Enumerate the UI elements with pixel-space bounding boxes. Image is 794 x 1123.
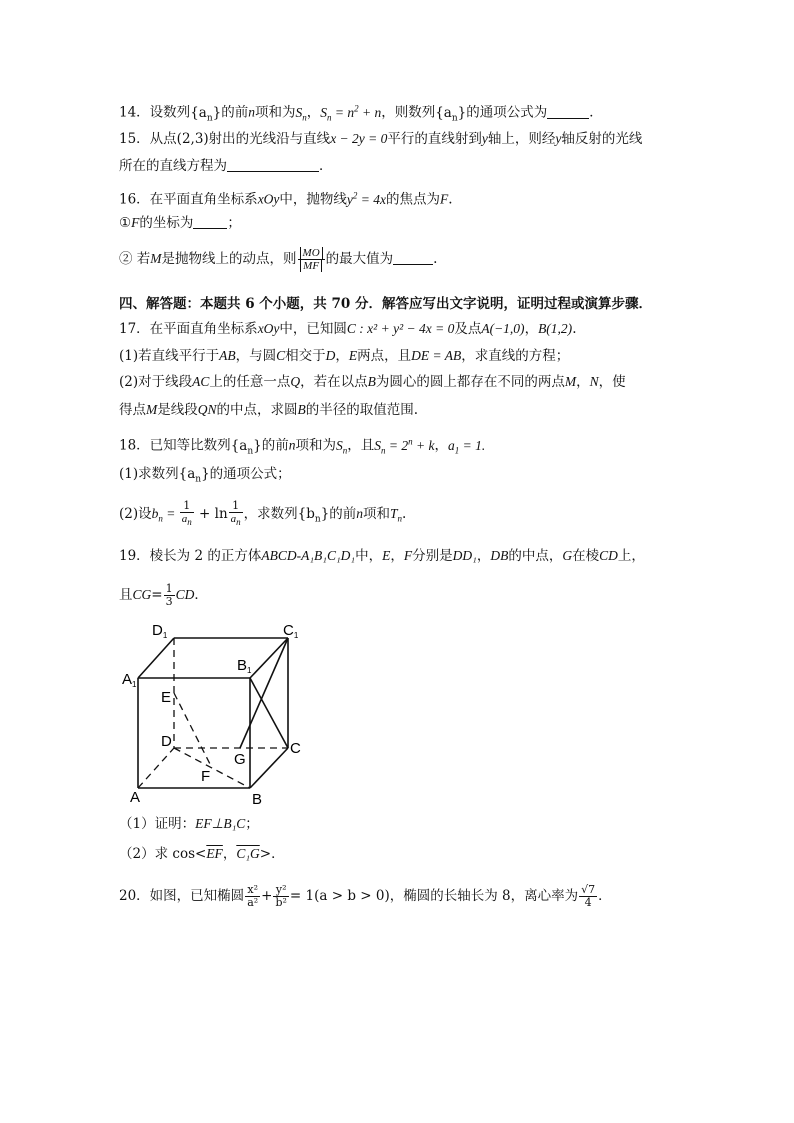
q19-text: 的中点， bbox=[508, 548, 563, 564]
fraction-1-over-an: $\frac{1}{a_n}$ bbox=[230, 499, 241, 528]
q14-text: 的通项公式为 bbox=[466, 104, 548, 121]
q18-text: . bbox=[402, 506, 407, 522]
equals: = bbox=[151, 587, 163, 603]
question-15-line-2 bbox=[119, 157, 333, 175]
q17-text: ， bbox=[335, 348, 349, 364]
q19-text: ； bbox=[245, 816, 259, 832]
q19-text: 中， bbox=[355, 548, 383, 564]
q20-text: ，椭圆的长轴长为 8，离心率为 bbox=[389, 888, 579, 904]
var-M: M bbox=[150, 251, 162, 266]
q19-text: >． bbox=[259, 846, 285, 862]
q16-text: 的最大值为 bbox=[325, 251, 394, 267]
var-E: E bbox=[382, 548, 391, 563]
point-B: B(1,2) bbox=[538, 321, 573, 336]
answer-blank bbox=[193, 215, 227, 229]
fraction-y2-b2: $\frac{\text{y²}}{\text{b²}}$ bbox=[275, 883, 287, 909]
question-17-part-1 bbox=[119, 347, 569, 365]
var-F: F bbox=[403, 548, 413, 563]
q16-text: 的焦点为 bbox=[386, 191, 441, 208]
q16-text: 的坐标为 bbox=[139, 215, 194, 231]
q14-text: 项和为 bbox=[254, 104, 296, 121]
var-QN: QN bbox=[197, 402, 217, 417]
var-F: F bbox=[131, 215, 140, 230]
q17-text: 是线段 bbox=[157, 402, 198, 418]
var-DD1: DD₁ bbox=[452, 548, 477, 563]
q19-text: ， bbox=[222, 846, 237, 862]
seq-a-n: $\{a_n\}$ bbox=[435, 104, 467, 124]
q16-text: 是抛物线上的动点，则 bbox=[161, 251, 297, 267]
q14-text: ，则数列 bbox=[381, 104, 436, 121]
fraction-one-third: $\frac{1}{3}$ bbox=[165, 582, 173, 608]
point-A: A(−1,0) bbox=[481, 321, 525, 336]
var-N: N bbox=[589, 374, 599, 389]
edge-B1C1 bbox=[250, 638, 288, 678]
q16-text: ； bbox=[227, 215, 241, 231]
q17-text: 的半径的取值范围. bbox=[305, 402, 419, 418]
fraction-sqrt7-4: $\frac{√7}{4}$ bbox=[581, 883, 596, 909]
var-C: C bbox=[276, 348, 286, 363]
q17-text: ， bbox=[524, 321, 539, 337]
label-D1: $D_1$ bbox=[152, 622, 168, 640]
q16-text: . bbox=[448, 191, 453, 208]
var-y: y bbox=[481, 131, 488, 146]
q18-text: 18．已知等比数列 bbox=[119, 437, 231, 454]
q17-text: ，求直线的方程； bbox=[461, 348, 570, 364]
formula-Sn: $S_n = n^2 + n$ bbox=[320, 103, 382, 123]
var-xoy: xOy bbox=[257, 191, 280, 207]
question-18-part-2 bbox=[119, 498, 406, 536]
q17-text: ， bbox=[576, 374, 590, 390]
q16-text: 中，抛物线 bbox=[279, 191, 347, 208]
label-A: A bbox=[130, 789, 141, 806]
section-4-header: 四、解答题：本题共 6 个小题，共 70 分．解答应写出文字说明，证明过程或演算步骤． bbox=[119, 296, 652, 312]
q16-text: . bbox=[433, 251, 438, 267]
ellipse-condition: = 1(a > b > 0) bbox=[289, 888, 390, 904]
fraction-x2-a2: $\frac{\text{x²}}{\text{a²}}$ bbox=[247, 883, 259, 909]
question-19 bbox=[119, 547, 645, 565]
plus: + bbox=[261, 888, 273, 904]
label-B1: $B_1$ bbox=[237, 657, 252, 675]
q16-text: ① bbox=[119, 215, 132, 231]
q15-text: ． bbox=[319, 158, 333, 174]
fraction-1-over-an: $\frac{1}{a_n}$ bbox=[181, 499, 192, 528]
eq-DE-AB: DE = AB bbox=[411, 348, 462, 363]
answer-blank bbox=[227, 158, 319, 172]
var-B: B bbox=[297, 402, 306, 417]
label-E: E bbox=[161, 689, 172, 706]
q18-text: 项和 bbox=[363, 506, 391, 522]
var-F: F bbox=[440, 191, 449, 207]
question-18-part-1 bbox=[119, 465, 291, 489]
q19-text: 分别是 bbox=[412, 548, 453, 564]
q18-text: 的通项公式； bbox=[209, 466, 291, 482]
question-14 bbox=[119, 99, 603, 127]
question-17 bbox=[119, 320, 576, 338]
line-equation: x − 2y = 0 bbox=[330, 131, 388, 146]
q16-text: ② 若 bbox=[119, 251, 151, 267]
q19-text: 上， bbox=[617, 548, 645, 564]
q19-text: ． bbox=[194, 587, 208, 603]
q18-text: 的前 bbox=[261, 437, 289, 454]
label-A1: $A_1$ bbox=[122, 671, 137, 689]
var-DB: DB bbox=[490, 548, 509, 563]
q17-text: 两点，且 bbox=[357, 348, 412, 364]
var-G: G bbox=[562, 548, 573, 563]
q17-text: 相交于 bbox=[285, 348, 326, 364]
label-G: G bbox=[234, 751, 246, 768]
var-n: n bbox=[288, 437, 296, 453]
q18-text: 的前 bbox=[329, 506, 357, 522]
var-M: M bbox=[564, 374, 577, 389]
q17-text: ，使 bbox=[598, 374, 626, 390]
seq-b-n: $\{b_n\}$ bbox=[297, 506, 330, 525]
var-n: n bbox=[356, 506, 364, 521]
q19-text: 在棱 bbox=[572, 548, 600, 564]
q17-text: (2)对于线段 bbox=[119, 374, 193, 390]
question-19-part-2 bbox=[119, 845, 285, 863]
q20-text: ． bbox=[598, 888, 612, 904]
q18-text: ， bbox=[434, 437, 448, 454]
question-17-part-2 bbox=[119, 373, 626, 391]
circle-eq: C : x² + y² − 4x = 0 bbox=[346, 321, 455, 336]
q14-text: ． bbox=[589, 104, 603, 121]
q17-text: 17．在平面直角坐标系 bbox=[119, 321, 258, 337]
q17-text: 的中点，求圆 bbox=[216, 402, 298, 418]
q17-text: ，若在以点 bbox=[300, 374, 368, 390]
question-18 bbox=[119, 432, 485, 460]
var-n: n bbox=[248, 104, 255, 120]
var-CG: CG bbox=[132, 587, 152, 602]
edge-BC bbox=[250, 748, 288, 788]
edge-AD-hidden bbox=[138, 748, 174, 788]
cube-figure bbox=[118, 618, 318, 810]
seq-a-n: $\{a_n\}$ bbox=[178, 466, 210, 485]
var-D: D bbox=[325, 348, 336, 363]
q18-text: 项和为 bbox=[295, 437, 336, 454]
q17-text: 得点 bbox=[119, 402, 146, 418]
answer-blank bbox=[547, 105, 589, 119]
question-20 bbox=[119, 880, 612, 912]
var-Sn: $S_n$ bbox=[335, 437, 348, 456]
question-19-part-1 bbox=[119, 815, 259, 833]
answer-blank bbox=[393, 251, 433, 265]
ratio-fraction: $\frac{MO}{MF}$ bbox=[298, 247, 325, 272]
label-D: D bbox=[161, 733, 172, 750]
q18-text: ，求数列 bbox=[243, 506, 298, 522]
q14-text: 14．设数列 bbox=[119, 104, 191, 121]
q17-text: ，与圆 bbox=[235, 348, 277, 364]
q14-text: 的前 bbox=[221, 104, 249, 121]
var-CD: CD bbox=[175, 587, 195, 602]
q19-text: （2）求 cos< bbox=[119, 846, 207, 862]
q18-text: ，且 bbox=[347, 437, 375, 454]
var-AC: AC bbox=[192, 374, 210, 389]
q17-text: . bbox=[572, 321, 577, 337]
var-xoy: xOy bbox=[257, 321, 280, 336]
label-C1: $C_1$ bbox=[283, 622, 299, 640]
q17-text: 上的任意一点 bbox=[209, 374, 291, 390]
q14-text: ， bbox=[306, 104, 321, 121]
q20-text: 20．如图，已知椭圆 bbox=[119, 888, 245, 904]
ln-text: + ln bbox=[194, 506, 228, 522]
var-y: y bbox=[555, 131, 562, 146]
seq-a-n: $\{a_n\}$ bbox=[230, 437, 262, 457]
label-F: F bbox=[201, 768, 211, 785]
formula-Sn: $S_n = 2^n + k$ bbox=[374, 436, 435, 456]
q19-text: 19．棱长为 2 的正方体 bbox=[119, 548, 262, 564]
question-16 bbox=[119, 186, 453, 209]
var-B: B bbox=[367, 374, 376, 389]
q15-text: 轴上，则经 bbox=[487, 131, 556, 147]
vector-EF: $\overline{EF}$ bbox=[206, 846, 223, 861]
var-Sn: $S_n$ bbox=[295, 104, 307, 123]
var-Tn: $T_n$ bbox=[390, 506, 403, 524]
q15-text: 平行的直线射到 bbox=[387, 131, 482, 147]
q19-text: ， bbox=[390, 548, 404, 564]
question-16-part-2 bbox=[119, 244, 437, 274]
question-17-part-2-cont bbox=[119, 401, 418, 419]
segment-C1G bbox=[240, 638, 288, 748]
a1-eq: $a_1 = 1$. bbox=[447, 437, 486, 456]
q17-text: 及点 bbox=[454, 321, 482, 337]
seq-a-n: $\{a_n\}$ bbox=[190, 104, 222, 124]
q18-text: (1)求数列 bbox=[119, 466, 179, 482]
question-15-line-1 bbox=[119, 130, 642, 148]
cube-name: ABCD-A₁B₁C₁D₁ bbox=[261, 548, 356, 563]
question-19-line-2 bbox=[119, 580, 208, 610]
var-M: M bbox=[146, 402, 158, 417]
edge-A1D1 bbox=[138, 638, 174, 678]
label-B: B bbox=[252, 791, 263, 808]
q19-text: ， bbox=[476, 548, 491, 564]
q19-text: 且 bbox=[119, 587, 133, 603]
question-16-part-1 bbox=[119, 214, 241, 232]
q19-text: （1）证明： bbox=[119, 816, 196, 832]
q15-text: 15．从点(2,3)射出的光线沿与直线 bbox=[119, 131, 331, 147]
q17-text: 中，已知圆 bbox=[279, 321, 347, 337]
q17-text: 为圆心的圆上都存在不同的两点 bbox=[375, 374, 565, 390]
parabola-eq: $y^2 = 4x$ bbox=[346, 190, 387, 207]
q15-text: 轴反射的光线 bbox=[561, 131, 643, 147]
q15-text: 所在的直线方程为 bbox=[119, 158, 227, 174]
var-CD: CD bbox=[599, 548, 618, 563]
label-C: C bbox=[290, 740, 301, 757]
q16-text: 16．在平面直角坐标系 bbox=[119, 191, 258, 208]
q17-text: (1)若直线平行于 bbox=[119, 348, 220, 364]
var-AB: AB bbox=[219, 348, 236, 363]
vector-C1G: C₁G bbox=[236, 846, 260, 861]
q18-text: (2)设 bbox=[119, 506, 152, 522]
bn-def: $b_n$ = bbox=[151, 506, 179, 524]
var-E: E bbox=[348, 348, 358, 363]
var-Q: Q bbox=[290, 374, 301, 389]
segment-EF-hidden bbox=[174, 693, 212, 768]
EF-perp-B1C: EF⊥B₁C bbox=[195, 816, 246, 831]
